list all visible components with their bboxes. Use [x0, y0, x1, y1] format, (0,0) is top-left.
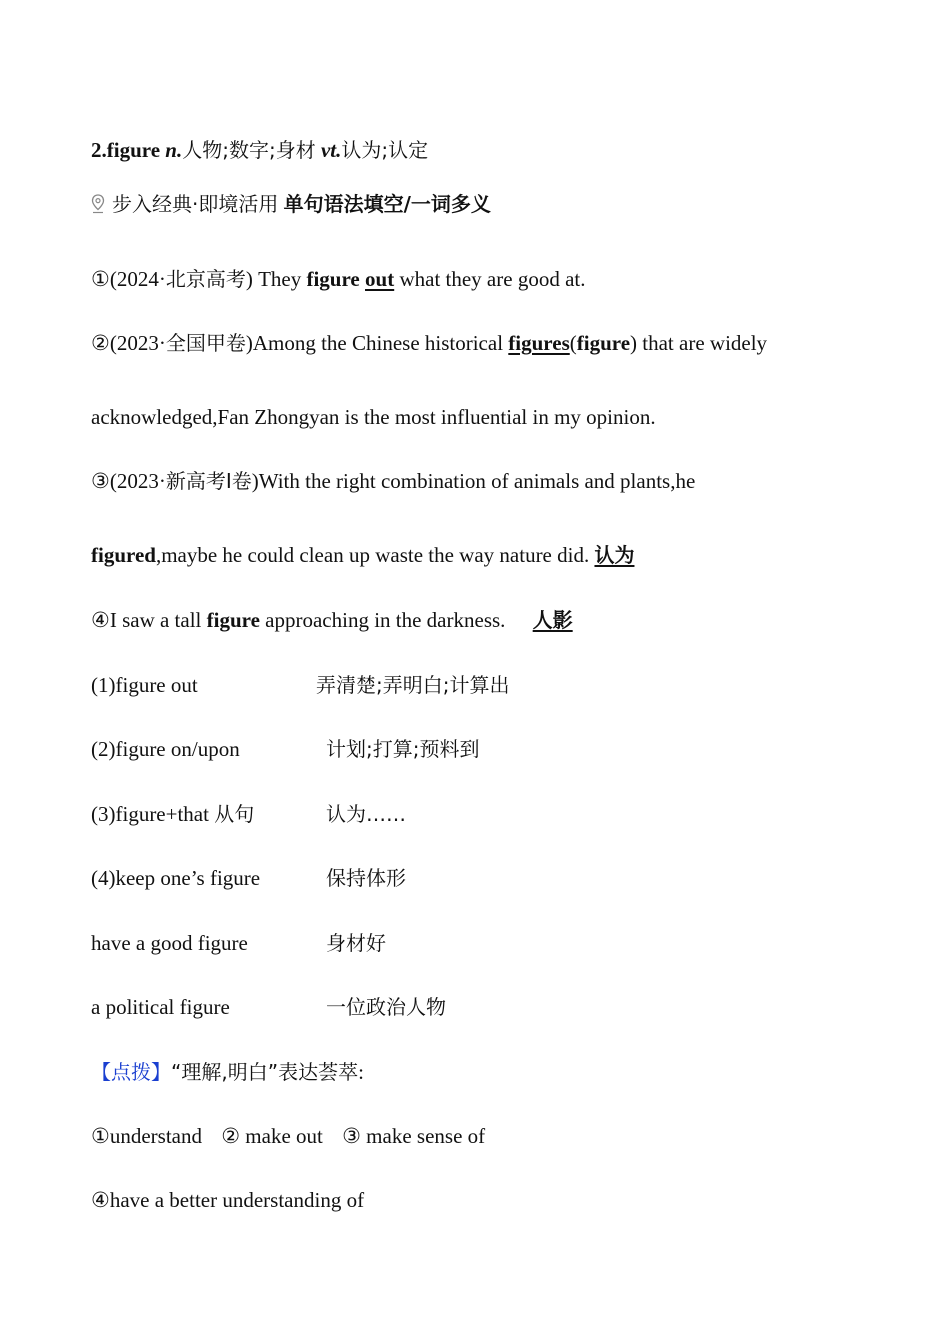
phrase-en: (3)figure+that	[91, 802, 215, 826]
tip-row-2: ④have a better understanding of	[91, 1188, 365, 1212]
section-label: 步入经典·即境活用	[112, 192, 279, 216]
example-3	[91, 467, 695, 495]
phrase-cn: 一位政治人物	[326, 995, 446, 1019]
keyword: figure	[206, 608, 260, 632]
section-header	[91, 190, 491, 218]
answer: 认为	[594, 543, 635, 567]
example-text: I saw a tall	[109, 608, 207, 632]
source-open: (2023·	[109, 331, 166, 355]
phrase-row	[91, 800, 254, 828]
section-title: 单句语法填空/一词多义	[283, 192, 491, 216]
tip-colon: :	[358, 1060, 364, 1084]
example-1	[91, 265, 585, 293]
example-2-continued: acknowledged,Fan Zhongyan is the most influential in my opinion.	[91, 405, 656, 429]
verb-meanings: 认为;认定	[341, 138, 429, 162]
example-marker: ①	[91, 267, 110, 291]
phrase-row	[91, 864, 260, 892]
entry-heading	[91, 136, 428, 164]
tip-tag: 【点拨】	[91, 1060, 171, 1084]
phrase-cn: 保持体形	[326, 866, 406, 890]
example-marker: ④	[91, 608, 110, 632]
tip-title: “理解,明白”表达荟萃	[171, 1060, 359, 1084]
source-open: (2023·	[109, 469, 166, 493]
phrase-en: a political figure	[91, 995, 230, 1019]
example-text: approaching in the darkness.	[259, 608, 506, 632]
phrase-cn: 身材好	[326, 931, 386, 955]
keyword: figure	[306, 267, 360, 291]
pos-verb: vt.	[320, 138, 342, 162]
answer: out	[365, 267, 395, 291]
paren: )	[630, 331, 638, 355]
source-close: )	[245, 267, 253, 291]
phrase-en: (1)figure out	[91, 673, 198, 697]
example-text: They	[252, 267, 307, 291]
pos-noun: n.	[165, 138, 183, 162]
phrase-row	[91, 735, 240, 763]
phrase-en-cjk: 从句	[214, 802, 255, 826]
example-marker: ③	[91, 469, 110, 493]
tip-item: ③ make sense of	[342, 1124, 486, 1148]
example-text: ,maybe he could clean up waste the way nature did.	[155, 543, 590, 567]
example-text: what they are good at.	[394, 267, 586, 291]
hint-word: figure	[576, 331, 631, 355]
phrase-en: (2)figure on/upon	[91, 737, 240, 761]
phrase-row	[91, 993, 230, 1021]
example-3-continued	[91, 541, 634, 569]
keyword: figured	[91, 543, 156, 567]
tip-item: ② make out	[221, 1124, 323, 1148]
source-open: (2024·	[109, 267, 166, 291]
tip-item: ①understand	[91, 1124, 202, 1148]
source-close: )	[245, 331, 253, 355]
source-name: 北京高考	[165, 267, 246, 291]
tip-row-1	[91, 1122, 485, 1150]
answer: figures	[508, 331, 570, 355]
entry-number: 2.	[91, 138, 107, 162]
phrase-cn: 认为……	[326, 802, 406, 826]
noun-meanings: 人物;数字;身材	[182, 138, 316, 162]
example-text: With the right combination of animals and plants,he	[258, 469, 696, 493]
phrase-cn: 弄清楚;弄明白;计算出	[316, 673, 510, 697]
tip-heading	[91, 1058, 364, 1086]
example-text: Among the Chinese historical	[252, 331, 509, 355]
example-4	[91, 606, 573, 634]
phrase-row	[91, 671, 198, 699]
phrase-en: (4)keep one’s figure	[91, 866, 261, 890]
headword: figure	[106, 138, 161, 162]
source-close: )	[251, 469, 259, 493]
example-text: that are widely	[637, 331, 768, 355]
example-marker: ②	[91, 331, 110, 355]
phrase-cn: 计划;打算;预料到	[326, 737, 480, 761]
paren: (	[569, 331, 577, 355]
answer: 人影	[532, 608, 573, 632]
source-name: 新高考Ⅰ卷	[165, 469, 252, 493]
example-2	[91, 329, 767, 357]
source-name: 全国甲卷	[165, 331, 246, 355]
location-pin-icon	[91, 194, 105, 214]
phrase-en: have a good figure	[91, 931, 248, 955]
phrase-row	[91, 929, 248, 957]
